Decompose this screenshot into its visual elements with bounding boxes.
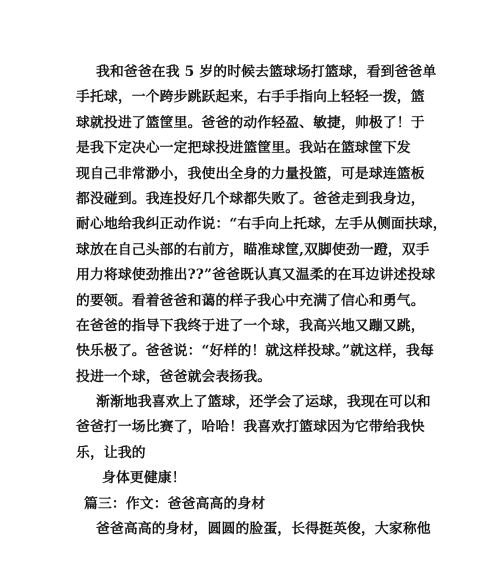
text-line-12: 快乐极了。爸爸说：“好样的！就这样投球。”就这样，我每	[76, 343, 434, 360]
text-line-7: 耐心地给我纠正动作说：“右手向上托球，左手从侧面扶球，	[76, 216, 447, 233]
text-line-17: 身体更健康！	[102, 470, 186, 487]
text-line-19: 爸爸高高的身材，圆圆的脸蛋，长得挺英俊，大家称他	[96, 521, 431, 538]
text-line-16: 乐，让我的	[76, 444, 146, 461]
text-line-11: 在爸爸的指导下我终于进了一个球，我高兴地又蹦又跳，	[76, 317, 425, 334]
text-line-10: 的要领。看着爸爸和蔼的样子我心中充满了信心和勇气。	[76, 292, 425, 309]
text-line-3: 球就投进了篮筐里。爸爸的动作轻盈、敏捷，帅极了！于	[76, 114, 425, 131]
essay-body	[76, 60, 447, 542]
text-line-15: 爸爸打一场比赛了，哈哈！我喜欢打篮球因为它带给我快	[76, 419, 425, 436]
text-line-13: 投进一个球，爸爸就会表扬我。	[76, 368, 272, 385]
text-line-5: 现自己非常渺小，我使出全身的力量投篮，可是球连篮板	[76, 165, 425, 182]
text-line-4: 是我下定决心一定把球投进篮筐里。我站在篮球筐下发	[76, 140, 411, 157]
text-line-14: 渐渐地我喜欢上了篮球，还学会了运球，我现在可以和	[96, 394, 431, 411]
text-line-1: 我和爸爸在我 5 岁的时候去篮球场打篮球，看到爸爸单	[96, 64, 437, 80]
text-line-9: 用力将球使劲推出??”爸爸既认真又温柔的在耳边讲述投球	[76, 267, 436, 284]
text-line-6: 都没碰到。我连投好几个球都失败了。爸爸走到我身边，	[76, 190, 425, 207]
text-line-2: 手托球，一个跨步跳跃起来，右手手指向上轻轻一拨，篮	[76, 89, 425, 106]
section-heading: 篇三：作文：爸爸高高的身材	[84, 495, 266, 512]
text-line-8: 球放在自己头部的右前方，瞄准球筐,双脚使劲一蹬，双手	[76, 241, 430, 258]
